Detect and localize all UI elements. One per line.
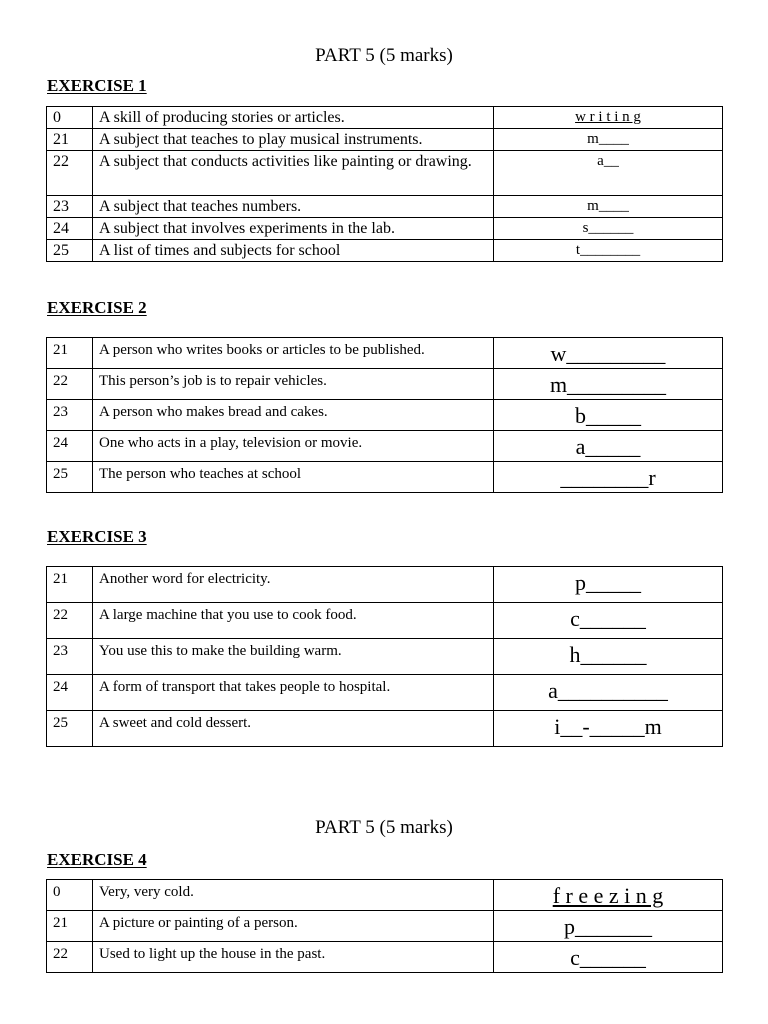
table-row [47, 942, 723, 973]
clue-text: A skill of producing stories or articles. [93, 107, 494, 129]
clue-text: A person who writes books or articles to be published. [93, 338, 494, 369]
table-row [47, 462, 723, 493]
row-number: 21 [47, 567, 93, 603]
answer-blank[interactable]: h______ [494, 639, 723, 675]
table-row [47, 675, 723, 711]
table-row [47, 107, 723, 129]
row-number: 0 [47, 880, 93, 911]
clue-text: Used to light up the house in the past. [93, 942, 494, 973]
row-number: 21 [47, 911, 93, 942]
row-number: 0 [47, 107, 93, 129]
table-row [47, 196, 723, 218]
answer-blank[interactable]: i__-_____m [494, 711, 723, 747]
exercise-1-table [46, 106, 723, 262]
answer-blank[interactable]: m____ [494, 129, 723, 151]
row-number: 24 [47, 218, 93, 240]
clue-text: A sweet and cold dessert. [93, 711, 494, 747]
clue-text: A large machine that you use to cook food. [93, 603, 494, 639]
row-number: 25 [47, 462, 93, 493]
table-row [47, 880, 723, 911]
clue-text: A person who makes bread and cakes. [93, 400, 494, 431]
answer-blank[interactable]: b_____ [494, 400, 723, 431]
clue-text: Another word for electricity. [93, 567, 494, 603]
row-number: 22 [47, 369, 93, 400]
row-number: 21 [47, 129, 93, 151]
row-number: 23 [47, 639, 93, 675]
answer-text: w r i t i n g [575, 109, 641, 125]
table-row [47, 129, 723, 151]
answer-blank[interactable]: c______ [494, 942, 723, 973]
answer-text: f r e e z i n g [552, 883, 664, 908]
table-row [47, 711, 723, 747]
table-row [47, 151, 723, 196]
clue-text: A subject that conducts activities like painting or drawing. [93, 151, 494, 196]
exercise-3-heading: EXERCISE 3 [47, 527, 147, 546]
clue-text: The person who teaches at school [93, 462, 494, 493]
table-row [47, 400, 723, 431]
answer-blank[interactable]: ________r [494, 462, 723, 493]
row-number: 22 [47, 942, 93, 973]
clue-text: A subject that teaches numbers. [93, 196, 494, 218]
clue-text: One who acts in a play, television or movie. [93, 431, 494, 462]
answer-example [494, 107, 723, 129]
part-title-bottom: PART 5 (5 marks) [315, 817, 453, 838]
answer-blank[interactable]: m____ [494, 196, 723, 218]
clue-text: A subject that involves experiments in the lab. [93, 218, 494, 240]
answer-blank[interactable]: a__________ [494, 675, 723, 711]
exercise-2-heading: EXERCISE 2 [47, 298, 147, 317]
clue-text: A picture or painting of a person. [93, 911, 494, 942]
exercise-2-table [46, 337, 723, 493]
row-number: 24 [47, 431, 93, 462]
table-row [47, 567, 723, 603]
exercise-1-heading: EXERCISE 1 [47, 76, 147, 95]
table-row [47, 431, 723, 462]
table-row [47, 240, 723, 262]
answer-blank[interactable]: a__ [494, 151, 723, 196]
answer-blank[interactable]: p_____ [494, 567, 723, 603]
row-number: 25 [47, 240, 93, 262]
clue-text: A subject that teaches to play musical instruments. [93, 129, 494, 151]
clue-text: You use this to make the building warm. [93, 639, 494, 675]
answer-blank[interactable]: w_________ [494, 338, 723, 369]
part-title-top: PART 5 (5 marks) [315, 45, 453, 66]
row-number: 22 [47, 151, 93, 196]
table-row [47, 911, 723, 942]
answer-example [494, 880, 723, 911]
table-row [47, 338, 723, 369]
answer-blank[interactable]: c______ [494, 603, 723, 639]
row-number: 21 [47, 338, 93, 369]
clue-text: Very, very cold. [93, 880, 494, 911]
answer-blank[interactable]: s______ [494, 218, 723, 240]
clue-text: A list of times and subjects for school [93, 240, 494, 262]
clue-text: A form of transport that takes people to hospital. [93, 675, 494, 711]
answer-blank[interactable]: t________ [494, 240, 723, 262]
row-number: 24 [47, 675, 93, 711]
exercise-4-table [46, 879, 723, 973]
table-row [47, 369, 723, 400]
row-number: 22 [47, 603, 93, 639]
table-row [47, 218, 723, 240]
row-number: 23 [47, 400, 93, 431]
exercise-4-heading: EXERCISE 4 [47, 850, 147, 869]
table-row [47, 639, 723, 675]
exercise-3-table [46, 566, 723, 747]
row-number: 25 [47, 711, 93, 747]
row-number: 23 [47, 196, 93, 218]
answer-blank[interactable]: m_________ [494, 369, 723, 400]
table-row [47, 603, 723, 639]
answer-blank[interactable]: a_____ [494, 431, 723, 462]
answer-blank[interactable]: p_______ [494, 911, 723, 942]
clue-text: This person’s job is to repair vehicles. [93, 369, 494, 400]
